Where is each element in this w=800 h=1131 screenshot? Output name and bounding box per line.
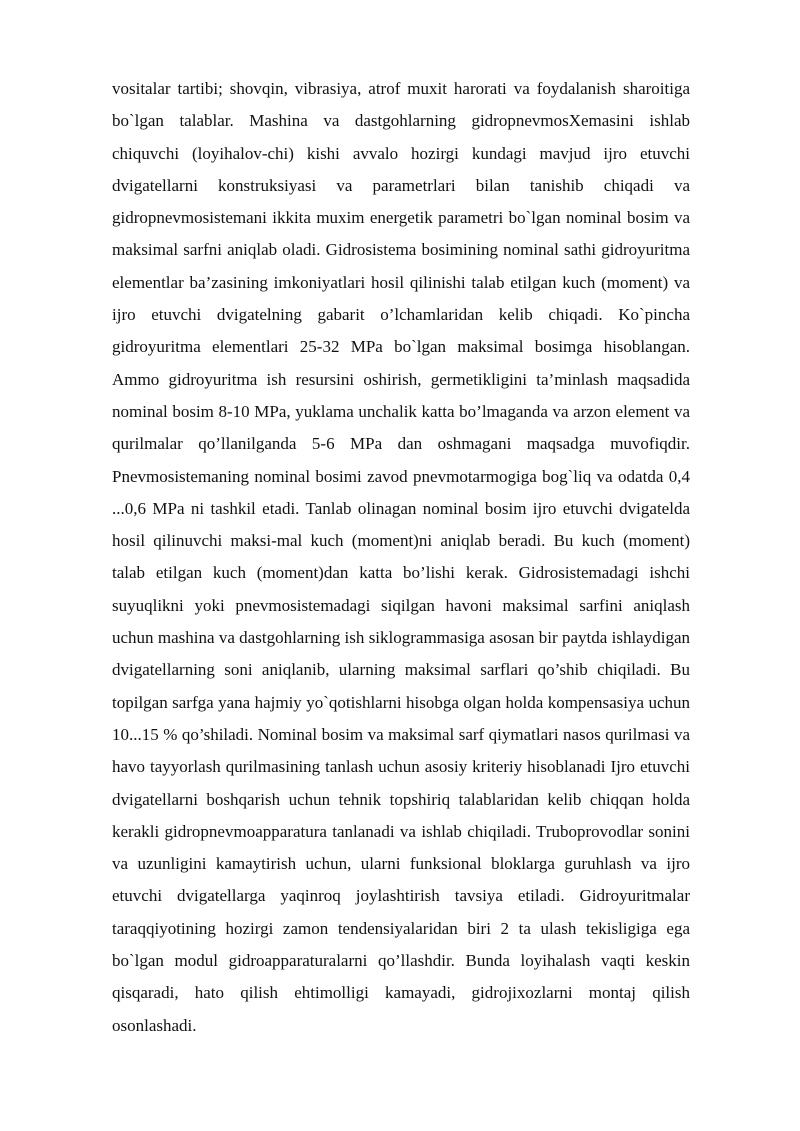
document-page bbox=[112, 73, 690, 1042]
body-paragraph: vositalar tartibi; shovqin, vibrasiya, atrof muxit harorati va foydalanish sharoitiga bo`lgan talablar. Mashina va dastgohlarning gidropnevmosXemasini ishlab chiquvchi (loyihalov-chi) kishi avvalo hozirgi kundagi mavjud ijro etuvchi dvigatellarni konstruksiyasi va parametrlari bilan tanishib chiqadi va gidropnevmosistemani ikkita muxim energetik parametri bo`lgan nominal bosim va maksimal sarfni aniqlab oladi. Gidrosistema bosimining nominal sathi gidroyuritma elementlar ba’zasining imkoniyatlari hosil qilinishi talab etilgan kuch (moment) va ijro etuvchi dvigatelning gabarit o’lchamlaridan kelib chiqadi. Ko`pincha gidroyuritma elementlari 25-32 MPa bo`lgan maksimal bosimga hisoblangan. Ammo gidroyuritma ish resursini oshirish, germetikligini ta’minlash maqsadida nominal bosim 8-10 MPa, yuklama unchalik katta bo’lmaganda va arzon element va qurilmalar qo’llanilganda 5-6 MPa dan oshmagani maqsadga muvofiqdir. Pnevmosistemaning nominal bosimi zavod pnevmotarmogiga bog`liq va odatda 0,4 ...0,6 MPa ni tashkil etadi. Tanlab olinagan nominal bosim ijro etuvchi dvigatelda hosil qilinuvchi maksi-mal kuch (moment)ni aniqlab beradi. Bu kuch (moment) talab etilgan kuch (moment)dan katta bo’lishi kerak. Gidrosistemadagi ishchi suyuqlikni yoki pnevmosistemadagi siqilgan havoni maksimal sarfini aniqlash uchun mashina va dastgohlarning ish siklogrammasiga asosan bir paytda ishlaydigan dvigatellarning soni aniqlanib, ularning maksimal sarflari qo’shib chiqiladi. Bu topilgan sarfga yana hajmiy yo`qotishlarni hisobga olgan holda kompensasiya uchun 10...15 % qo’shiladi. Nominal bosim va maksimal sarf qiymatlari nasos qurilmasi va havo tayyorlash qurilmasining tanlash uchun asosiy kriteriy hisoblanadi Ijro etuvchi dvigatellarni boshqarish uchun tehnik topshiriq talablaridan kelib chiqqan holda kerakli gidropnevmoapparatura tanlanadi va ishlab chiqiladi. Truboprovodlar sonini va uzunligini kamaytirish uchun, ularni funksional bloklarga guruhlash va ijro etuvchi dvigatellarga yaqinroq joylashtirish tavsiya etiladi. Gidroyuritmalar taraqqiyotining hozirgi zamon tendensiyalaridan biri 2 ta ulash tekisligiga ega bo`lgan modul gidroapparaturalarni qo’llashdir. Bunda loyihalash vaqti keskin qisqaradi, hato qilish ehtimolligi kamayadi, gidrojixozlarni montaj qilish osonlashadi. bbox=[112, 79, 690, 1035]
